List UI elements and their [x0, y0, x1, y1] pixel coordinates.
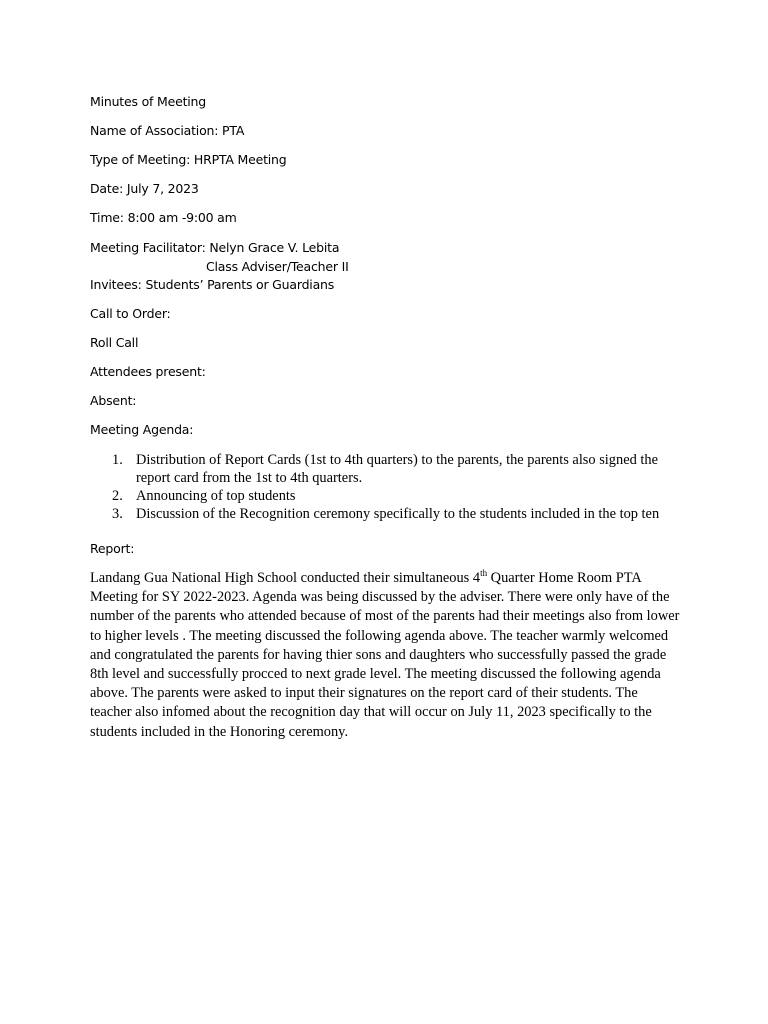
agenda-heading: Meeting Agenda: [90, 422, 194, 437]
report-paragraph [90, 569, 680, 742]
time-line: Time: 8:00 am -9:00 am [90, 210, 237, 225]
date-line: Date: July 7, 2023 [90, 181, 199, 196]
facilitator-line: Meeting Facilitator: Nelyn Grace V. Lebita [90, 240, 340, 255]
facilitator-role-line: Class Adviser/Teacher II [206, 259, 349, 274]
agenda-item-number: 3. [112, 506, 123, 522]
agenda-item [90, 451, 680, 487]
report-heading: Report: [90, 541, 135, 556]
invitees-line: Invitees: Students’ Parents or Guardians [90, 277, 335, 292]
agenda-item-text: Discussion of the Recognition ceremony specifically to the students included in the top ten [136, 506, 660, 522]
roll-call-heading: Roll Call [90, 335, 139, 350]
association-line: Name of Association: PTA [90, 123, 245, 138]
report-text-part2: Quarter Home Room PTA Meeting for SY 2022-2023. Agenda was being discussed by the adviser. There were only have of the number of the parents who attended because of most of the parents had their meetings also from lower to higher levels . The meeting discussed the following agenda above. The teacher warmly welcomed and congratulated the parents for having thier sons and daughters who successfully passed the grade 8th level and successfully procced to next grade level. The meeting discussed the following agenda above. The parents were asked to input their signatures on the report card of their students. The teacher also infomed about the recognition day that will occur on July 11, 2023 specifically to the students included in the Honoring ceremony. [90, 570, 680, 740]
report-text-part1: Landang Gua National High School conducted their simultaneous 4 [90, 570, 481, 586]
agenda-item [90, 505, 680, 523]
agenda-list [90, 451, 680, 523]
document-title: Minutes of Meeting [90, 94, 206, 109]
agenda-item-number: 2. [112, 488, 123, 504]
agenda-item-text: Distribution of Report Cards (1st to 4th quarters) to the parents, the parents also signed the report card from the 1st to 4th quarters. [136, 452, 658, 486]
meeting-type-line: Type of Meeting: HRPTA Meeting [90, 152, 287, 167]
call-to-order-heading: Call to Order: [90, 306, 171, 321]
agenda-item [90, 487, 680, 505]
agenda-item-text: Announcing of top students [136, 488, 296, 504]
agenda-item-number: 1. [112, 452, 123, 468]
absent-heading: Absent: [90, 393, 137, 408]
report-superscript: th [480, 568, 488, 578]
attendees-present-heading: Attendees present: [90, 364, 206, 379]
